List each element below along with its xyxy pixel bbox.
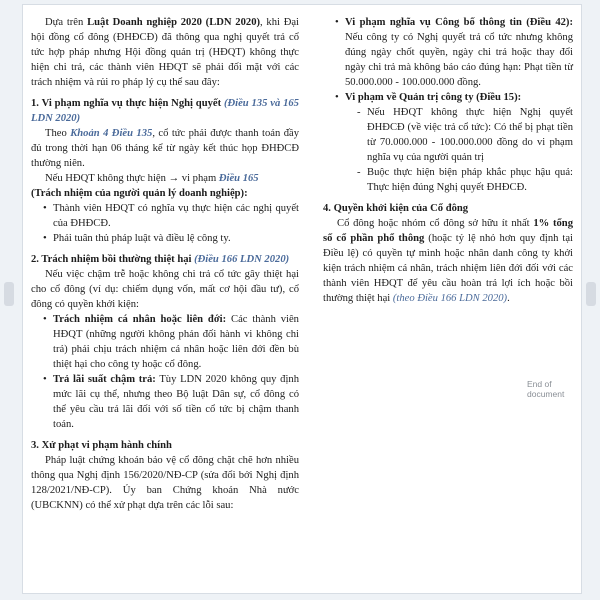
next-page-handle[interactable] <box>586 282 596 306</box>
list-item: • Thành viên HĐQT có nghĩa vụ thực hiện các nghị quyết của ĐHĐCĐ. <box>43 201 299 231</box>
section-1-p2: Nếu HĐQT không thực hiện → vi phạm Điều 165 (Trách nhiệm của người quản lý doanh nghiệp): <box>31 173 259 199</box>
section-2-list <box>31 312 299 432</box>
governance-sublist <box>345 105 573 195</box>
section-1-list <box>31 201 299 246</box>
section-4-heading: 4. Quyền khởi kiện của Cổ đông <box>323 203 469 214</box>
list-item: • Vi phạm về Quản trị công ty (Điều 15): - Nếu HĐQT không thực hiện Nghị quyết ĐHĐCĐ (về việc trả cổ tức): Có thể bị phạt tiền từ 70.000.000 - 100.000.000 đồng do vi phạm nghĩa vụ của người quản trị - Buộc thực hiện biện pháp khắc phục hậu quả: Thực hiện đúng Nghị quyết ĐHĐCĐ. <box>335 90 573 195</box>
section-2-p1: Nếu việc chậm trễ hoặc không chi trả cổ tức gây thiệt hại cho cổ đông (ví dụ: chiếm dụng vốn, mất cơ hội đầu tư), cổ đông có quyền khởi kiện: <box>31 269 299 310</box>
section-3-heading: 3. Xử phạt vi phạm hành chính <box>31 440 172 451</box>
list-item: • Trách nhiệm cá nhân hoặc liên đới: Các thành viên HĐQT (những người không phản đối hành vi không chi trả) phải chịu trách nhiệm cá nhân hoặc liên đới đền bù thiệt hại cho công ty hoặc cổ đông. <box>43 312 299 372</box>
section-2-heading: 2. Trách nhiệm bồi thường thiệt hại (Điều 166 LDN 2020) <box>31 254 290 265</box>
intro-paragraph: Dựa trên Luật Doanh nghiệp 2020 (LDN 2020), khi Đại hội đồng cổ đông (ĐHĐCĐ) đã thông qua nghị quyết trả cổ tức hợp pháp nhưng Hội đồng quản trị (HĐQT) không thực hiện chi trả, các thành viên HĐQT sẽ phải đối mặt với các trách nhiệm và rủi ro pháp lý cụ thể sau đây: <box>31 17 300 88</box>
left-column <box>31 15 299 513</box>
prev-page-handle[interactable] <box>4 282 14 306</box>
penalty-list <box>323 15 573 195</box>
list-item: • Phải tuân thủ pháp luật và điều lệ công ty. <box>43 231 299 246</box>
list-item: - Nếu HĐQT không thực hiện Nghị quyết ĐHĐCĐ (về việc trả cổ tức): Có thể bị phạt tiền từ 70.000.000 - 100.000.000 đồng do vi phạm nghĩa vụ của người quản trị <box>357 105 573 165</box>
section-3-p1: Pháp luật chứng khoán bảo vệ cổ đông chặt chẽ hơn nhiều thông qua Nghị định 156/2020/NĐ-CP (sửa đổi bởi Nghị định 128/2021/NĐ-CP). Ủy ban Chứng khoán Nhà nước (UBCKNN) có thể xử phạt dựa trên các lỗi sau: <box>31 455 299 511</box>
list-item: • Trả lãi suất chậm trả: Tùy LDN 2020 không quy định mức lãi cụ thể, nhưng theo Bộ luật Dân sự, cổ đông có thể yêu cầu trả lãi đối với số tiền cổ tức bị chậm thanh toán. <box>43 372 299 432</box>
list-item: - Buộc thực hiện biện pháp khắc phục hậu quả: Thực hiện đúng Nghị quyết ĐHĐCĐ. <box>357 165 573 195</box>
section-1-p1: Theo Khoản 4 Điều 135, cổ tức phải được thanh toán đầy đủ trong thời hạn 06 tháng kể từ ngày kết thúc họp ĐHĐCĐ thường niên. <box>31 128 299 169</box>
section-1-heading: 1. Vi phạm nghĩa vụ thực hiện Nghị quyết (Điều 135 và 165 LDN 2020) <box>31 98 299 124</box>
law-name: Luật Doanh nghiệp 2020 (LDN 2020) <box>87 17 261 28</box>
section-4-p1: Cổ đông hoặc nhóm cổ đông sở hữu ít nhất 1% tổng số cổ phần phổ thông (hoặc tỷ lệ nhỏ hơn quy định tại Điều lệ) có quyền tự mình hoặc nhân danh công ty khởi kiện trách nhiệm cá nhân, trách nhiệm liên đới đối với các thành viên HĐQT để yêu cầu hoàn trả lợi ích hoặc bồi thường thiệt hại (theo Điều 166 LDN 2020). <box>323 218 573 304</box>
list-item: • Vi phạm nghĩa vụ Công bố thông tin (Điều 42): Nếu công ty có Nghị quyết trả cổ tức nhưng không đúng ngày chốt quyền, ngày chi trả hoặc thay đổi ngày chi trả mà không báo cáo đúng hạn: Phạt tiền từ 50.000.000 - 100.000.000 đồng. <box>335 15 573 90</box>
right-column <box>323 15 573 306</box>
document-page <box>22 4 582 594</box>
end-of-document-marker: End of document <box>527 379 565 399</box>
